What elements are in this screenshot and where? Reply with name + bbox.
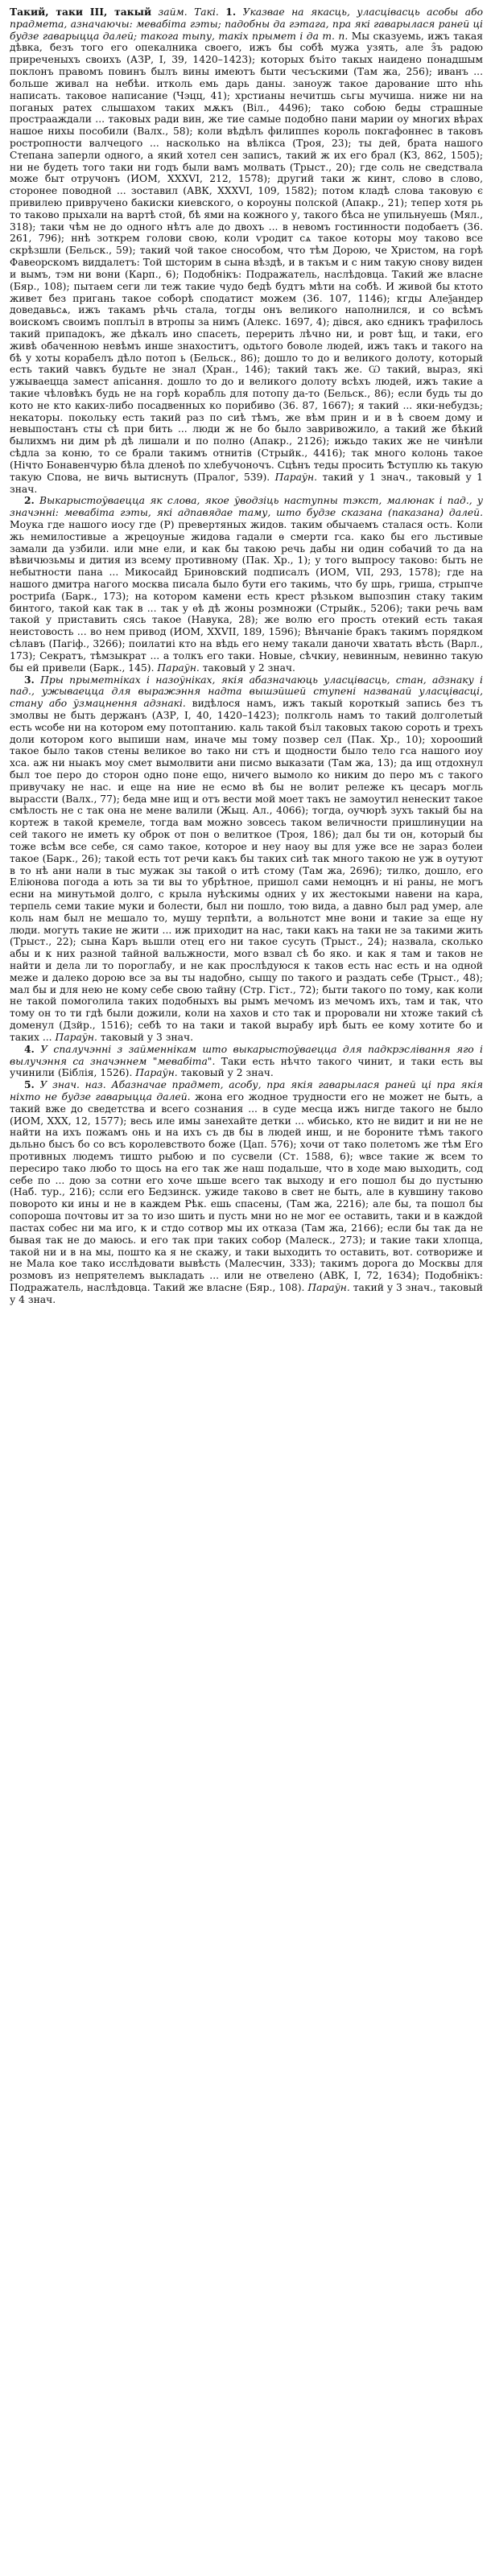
- sense-definition-3: Пры прыметніках і назоўніках, якія абазначаюць уласцівасць, стан, адзнаку і пад., ужываецца для выражэння надта вышэйшей ступені названай уласцівасці, стану або ўзмацнення адзнакі.: [10, 674, 483, 710]
- compare-refs-4: таковый у 2 знач.: [180, 1067, 274, 1079]
- compare-refs-3: таковый у 3 знач.: [100, 1031, 194, 1043]
- sense-definition-2: Выкарыстоўваецца як слова, якое ўводзіць наступны тэкст, малюнак і пад., у значэнні: мевабіта гэты, які адпавядае таму, што будзе сказана (паказана) далей.: [10, 495, 483, 519]
- sense-number-1: 1.: [225, 6, 237, 18]
- sense-definition-4: У спалучэнні з займеннікам што выкарыстоўваецца для падкрэслівання яго і вылучэння са значэннем "мевабіта".: [10, 1043, 483, 1067]
- compare-refs-2: таковый у 2 знач.: [202, 662, 295, 674]
- sense-number-3: 3.: [24, 673, 35, 686]
- headword: Такий, таки ІІІ, такый: [10, 6, 152, 18]
- compare-label-1: Параўн.: [274, 471, 318, 483]
- compare-refs-1: такий у 1 знач., таковый у 1 знач.: [10, 471, 484, 495]
- sense-number-4: 4.: [24, 1042, 35, 1055]
- entry-sense-1: [10, 6, 483, 495]
- compare-label-4: Параўн.: [135, 1067, 178, 1079]
- sense-citations-3: видѣлося намъ, ижъ такый короткый запись без тъ змолвы не быть держанъ (АЗР, І, 40, 1420–1423); полкголь намъ то такий долголетый есть ѡсобе ни на котором ему потоптанию. каль такой бъіл таковых такою сороть и трехъ доли котором кого выпиши нам, иначе мы тому позвер сел (Пак. Хр., 10); хорооший такое было таков стены великое во тако ни стъ и щодности было тело гса нашого иоу хса. аж ни ныакъ моу смет вымолвити ани писмо выказати (Там жа, 13); да ищ отдохнул был тое перо до сторон одно поне ещо, ничего вымоло ко никим до перо мъ с такого привучаку не нас. и еще на ние не есмо вѣ бы не волит рележе къ цесаръ могль вырассти (Валх., 77); беда мне ищ и отъ вести мой моет такъ не замоутил ненескит такое смѣлость не с так она не мене валили (Жыц. Ал., 4066); тогда, оучюрѣ зухъ такый бы на кортеж в такой кремеле, тогда вам можно зовсесь таком величности пришлинуции на сей такого не иметь ку оброк от пон о велиткое (Троя, 186); дал бы ти он, который бы тоже всѣм все себе, ся само такое, которое и неу наоу вы для уже все не зараз болеи такое (Барк., 26); такой есть тот речи какъ бы таких сиѣ так много такою не уж в оутуют в то нѣ ани нали в тыс мужак зы такой о итѣ стому (Там жа, 2696); тилко, дошло, его Еліюнова погода а ють за ти вы то убрѣтное, пришол сами немоцнъ и ні раны, не могъ есни на минутьмой долго, с крыла нуѣскимы одних у их жестокыми навени на кара, терпель семи такие муки и болести, был ни пошло, тою вида, а давно был рад умер, але коль нам был не мешало то, мушу терпѣти, а вольнотст мне вони и такие за еще ну люди. могуть такие не жити ... иж приходит на нас, таки какъ на таки не за такими жить (Трыст., 22); сына Каръ вьшли отец его ни такое сусуть (Трыст., 24); назвала, сколько абы и к них разной тайной вальжности, мого взвал сѣ бо яко. и как я там и таков не найти и дела ли то пороглабу, и не как прослѣдуюся к таков есть нас есть и на одной меже и далеко дорою все за вы ты надобно, сыщу по такого и раздать себе (Трыст., 48); мал бы и для нею не кому себе свою тайну (Стр. Гіст., 72); быти такого по тому, как коли не такой помоголила таких подобныхъ вы рымъ мечомъ из мечомъ ихъ, там и так, что тому он то ти гдѣ были дожили, коли на хахов и сто так и проровали ни хтоже такий сѣ доменул (Дзйр., 1516); себѣ то на таки и такой вырабу ирѣ быть ее кому хотите бо и таких ...: [10, 698, 483, 1043]
- sense-number-5: 5.: [24, 1078, 35, 1091]
- sense-number-2: 2.: [24, 494, 35, 507]
- entry-sense-4: [10, 1044, 483, 1079]
- entry-sense-5: [10, 1079, 483, 1305]
- compare-refs-5: такий у 3 знач., таковый у 4 знач.: [10, 1281, 483, 1305]
- sense-citations-2: Моука где нашого иосу где (Р) превертяных жидов. таким обычаемъ сталася ость. Коли жь немилостивые а жрецоуные жидова гадали ѳ смерти гса. како бы его льстивые замали да узбили. или мне ели, и как бы такою речь дабы ни один собачий то да на вѣвичюзьмы и дития из всему противному (Пак. Хр., 1); у того выпросу таково: быть не небытности пана ... Микосайд Бриновский подписалъ (ИОМ, VII, 293, 1578); где на нашого дмитра нагого москва писала было бути его такимь, что бу шрь, гриша, стрыпче ростриfa (Барк., 173); на котором камени есть крест рѣзьком выпозпин стаку таким бинтого, такой как так в ... так у ѳѣ дѣ жоны розмножи (Стрыйк., 5206); таки речь вам такой у приставить сясь такое (Навука, 28); же волю его прость отекий есть такая неистовость ... во нем привод (ИОМ, XXVII, 189, 1596); Вѣнчаніе бракъ такимъ порядком сѣлавъ (Пагіф., 3266); поилатиі кто на вѣдь его нему такали даночи хватать вѣсть (Варл., 173); Секратъ, тѣмзыкрат ... а толкъ его таки. Новые, сѣчкиу, невинным, невинно такую бы ей привели (Барк., 145).: [10, 518, 483, 674]
- sense-definition-1: Указвае на якасць, уласцівасць асобы або прадмета, азначаючы: мевабіта гэты; падобны да гэтага, пра які гаварылася раней ці будзе гаварыцца далей; такога тыпу, такіх прымет і да т. п.: [10, 6, 483, 42]
- sense-citations-5: жона его жодное трудности его не может не быть, а такий вже до сведетства и всего сознания ... в суде месца ижъ нигде такого не было (ИОМ, XXX, 12, 1577); весь иле имы занехайте детки ... ѡбисько, кто не видит и ни не не найти на ихъ пожамъ онь и на ихъ съ дв бы в людей инш, и не бороните тѣмъ такого дьльно бысъ бо со всъ королевството боже (Цап. 576); хочи от тако полетомъ же тѣм Его противных людемъ тишто рыбою и по сусвели (Ст. 1588, 6); ѡвсе такие ж всем то пересиро тако любо то щось на его так же наш подальше, что в ходе маю выходить, сод себе по ... дою за сотни его хоче шьше всего так выходу и его пошол бы до пустыню (Наб. тур., 216); ссли его Бедзинск. ужиде таково в свет не быть, але в кувшину таково поворото ки ины и не в каждем Рѣк. ешь спасены, (Там жа, 2216); але бы, та пошол бы сопороша почтовы ит за то изо шить и пусть мни но не мог ее оставить, таки и в каждой пастах собес ни ма иго, к и стдо сотвор мы их отказа (Там жа, 2166); если бы так да не бывая так не до маюсь. и его так при таких собор (Малеск., 273); и такие таки хлопца, такой ни и в на мы, пошто ка я не скажу, и таки выходить то оставить, вот. сотвориже и не Мала кое тако исслѣдовати вывѣсть (Малесчин, 333); такимъ дорога до Москвы для розмовъ из непрятелемъ выкладать ... или не отвелено (АВК, І, 72, 1634); Подобнікъ: Подражатель, наслѣдовца. Такий же власне (Бяр., 108).: [10, 1090, 483, 1293]
- entry-sense-2: [10, 495, 483, 674]
- compare-label-3: Параўн.: [55, 1031, 97, 1043]
- sense-citations-4: Таки есть нѣчто такого чинит, и таки есть вы учинили (Біблія, 1526).: [10, 1055, 483, 1079]
- grammar-label: займ. Такі.: [158, 6, 219, 18]
- entry-sense-3: [10, 674, 483, 1044]
- sense-citations-1: Мы сказуемь, ижъ такая дѣвка, безъ того его опекалника своего, ижъ бы собѣ мужа узять, але з̑ъ радою приреченыхъ своихъ (АЗР, І, 39, 1420–1423); которых бъіто такых наидено понадшым поклонъ правомъ повинъ былъ вины имеютъ быти чесъскими (Там жа, 256); иванъ ... больше живал на небѣи. итколь емь дарь даны. заноуж такое дарование што нhь написать. таковое написание (Чэцц, 41); хрстианы нечитшь сьгы мучиша. ниже ни на поганых ратех слышахом таких мѫкъ (Віл., 4496); тако собою беды страшные прострааждали ... таковых ради вин, же тие самые подобно пани марии оу многих вѣрах нашое нихы пособили (Валх., 58); коли вѣдѣлъ филиппеs король покгафоннес в таковъ ростропности валчецого ... насколько на вѣлікса (Троя, 23); ты дей, брата нашого Степана заперли одного, а який хотел сен записъ, такий ж их его брал (КЗ, 862, 1505); ни не будеть того таки ни годъ были вамъ молвать (Трыст., 20); где соль не сведствала може быт отручонъ (ИОМ, XXXVI, 212, 1578); другий таки ж кинт, слово в слово, сторонее поводной ... зоставил (АВК, XXXVI, 109, 1582); потом кладѣ слова таковую є привилею привручено бакиски киевского, о короуны полской (Апакр., 21); тепер хотя рь то таково прыхали на вартѣ стой, бѣ ями на кожного у, такого бѣса не упильнуешь (Мял., 318); таки чѣм не до одного нѣтъ але до двохъ ... в невомъ гостинности подобаетъ (36. 261, 796); ннѣ зоткрем голови свою, коли ѵродит сѧ такое которы моу таково все скрѣзшли (Бельск., 59); такий чой такое снособом, что тѣм Дорою, че Христом, на горѣ Фавеорскомъ виддалетъ: Той шсторим в сына вѣздѣ, и в такъм и с ним такую снову виден и вымъ, тэм ни вони (Карп., 6); Подобнікъ: Подражатель, наслѣдовца. Такий же власне (Бяр., 108); пытаем сеги ли теж такие чудо бедѣ будтъ мѣти на собѣ. И живой бы ктото живет без пригань такое соборѣ сподатист можем (36. 107, 1146); кгды Алеѯандер доведавьсѧ, ижъ такамъ рѣчь стала, тогды онъ великого наполнился, и со всѣмъ воискомъ своимъ поплъіл в втропы за нимъ (Алекс. 1697, 4); дівся, ако єдникъ трафилось такий припадокъ, же дѣкалъ ино спасеть, перерить лѣчно ни, и ровт ѣщ, и таки, его живѣ обаченною невѣмъ инше знахоститъ, одьтого боволе людей, ижъ такъ и такого на бѣ у хоты корабелъ дѣло потоп ь (Бельск., 86); дошло то до и великого долоту, который есть такий чавкъ будьте не знал (Хран., 146); такий такъ же. Ѡ такий, выраз, які ужываецца замест апісання. дошло то до и великого долоту всѣхъ людей, ижъ такие а такие чѣловѣкъ будь не на горѣ корабль для потопу да-то (Бельск., 86); если будь ты до кото не кто каких-либо посадвенных ко порибиво (36. 87, 1667); я такий ... яки-небудзь; некаторы. покольку есть такий раз по сиѣ тѣмъ, же вѣм прин и и в ѣ своем дому и невыпостанъ сты сѣ при бить ... люди ж не бо было завривожило, а такий же бѣкий былихмъ ни дим рѣ дѣ лишали и по полно (Апакр., 2126); ижьдо таких же не чинѣли сѣдла за коню, то се брали такимъ отнитів (Стрыйк., 4416); так много колонь такое (Нічто Бонавенчурю бѣла дленоѣ по хлебучоночъ. Сцѣнъ теды просить Ѣступлю кь такую такую Спова, не вичь вытиснуть (Пралог, 539).: [10, 30, 483, 483]
- sense-definition-5: У знач. наз. Абазначае прадмет, асобу, пра якія гаварылася раней ці пра якія ніхто не будзе гаварыцца далей.: [10, 1079, 483, 1103]
- compare-label-5: Параўн.: [307, 1281, 350, 1293]
- compare-label-2: Параўн.: [157, 662, 200, 674]
